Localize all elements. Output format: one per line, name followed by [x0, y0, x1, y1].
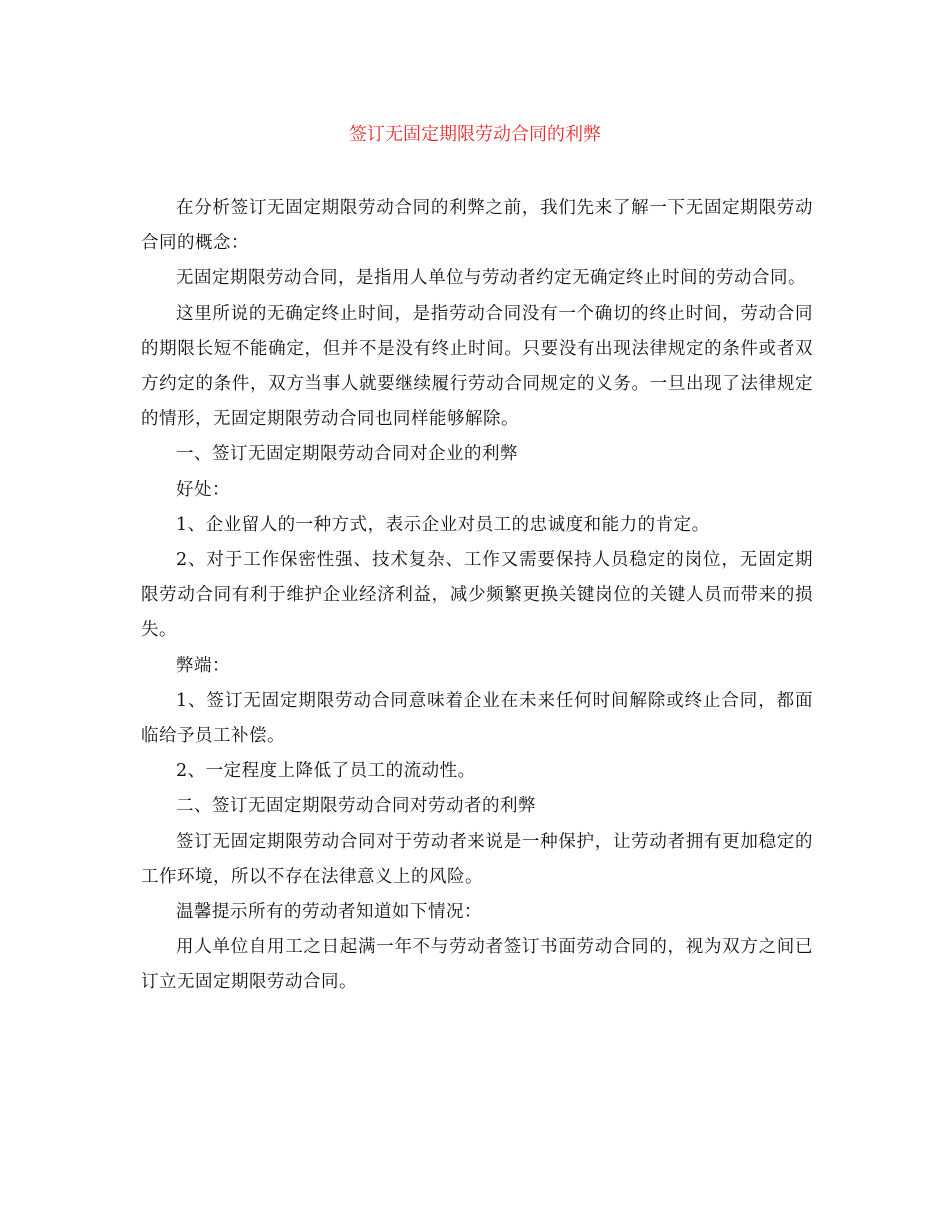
document-title: 签订无固定期限劳动合同的利弊	[349, 124, 601, 145]
subheading-benefits: 好处：	[176, 479, 230, 500]
paragraph-worker-protection: 签订无固定期限劳动合同对于劳动者来说是一种保护，让劳动者拥有更加稳定的工作环境，所以不存在法律意义上的风险。	[141, 831, 813, 887]
document-body	[141, 191, 813, 1001]
paragraph-definition: 无固定期限劳动合同，是指用人单位与劳动者约定无确定终止时间的劳动合同。	[176, 268, 806, 289]
list-item-drawback-1: 1、签订无固定期限劳动合同意味着企业在未来任何时间解除或终止合同，都面临给予员工补偿。	[141, 690, 813, 747]
section-heading-worker: 二、签订无固定期限劳动合同对劳动者的利弊	[176, 796, 536, 817]
list-item-benefit-2: 2、对于工作保密性强、技术复杂、工作又需要保持人员稳定的岗位，无固定期限劳动合同有利于维护企业经济利益，减少频繁更换关键岗位的关键人员而带来的损失。	[141, 550, 813, 641]
subheading-drawbacks: 弊端：	[176, 655, 230, 676]
paragraph-legal-rule: 用人单位自用工之日起满一年不与劳动者签订书面劳动合同的，视为双方之间已订立无固定期限劳动合同。	[141, 937, 813, 993]
list-item-benefit-1: 1、企业留人的一种方式，表示企业对员工的忠诚度和能力的肯定。	[176, 514, 710, 535]
paragraph-explanation: 这里所说的无确定终止时间，是指劳动合同没有一个确切的终止时间，劳动合同的期限长短不能确定，但并不是没有终止时间。只要没有出现法律规定的条件或者双方约定的条件，双方当事人就要继续履行劳动合同规定的义务。一旦出现了法律规定的情形，无固定期限劳动合同也同样能够解除。	[141, 303, 813, 430]
paragraph-intro: 在分析签订无固定期限劳动合同的利弊之前，我们先来了解一下无固定期限劳动合同的概念：	[141, 198, 813, 254]
list-item-drawback-2: 2、一定程度上降低了员工的流动性。	[176, 761, 476, 782]
section-heading-enterprise: 一、签订无固定期限劳动合同对企业的利弊	[176, 444, 518, 465]
paragraph-reminder: 温馨提示所有的劳动者知道如下情况：	[176, 902, 482, 923]
